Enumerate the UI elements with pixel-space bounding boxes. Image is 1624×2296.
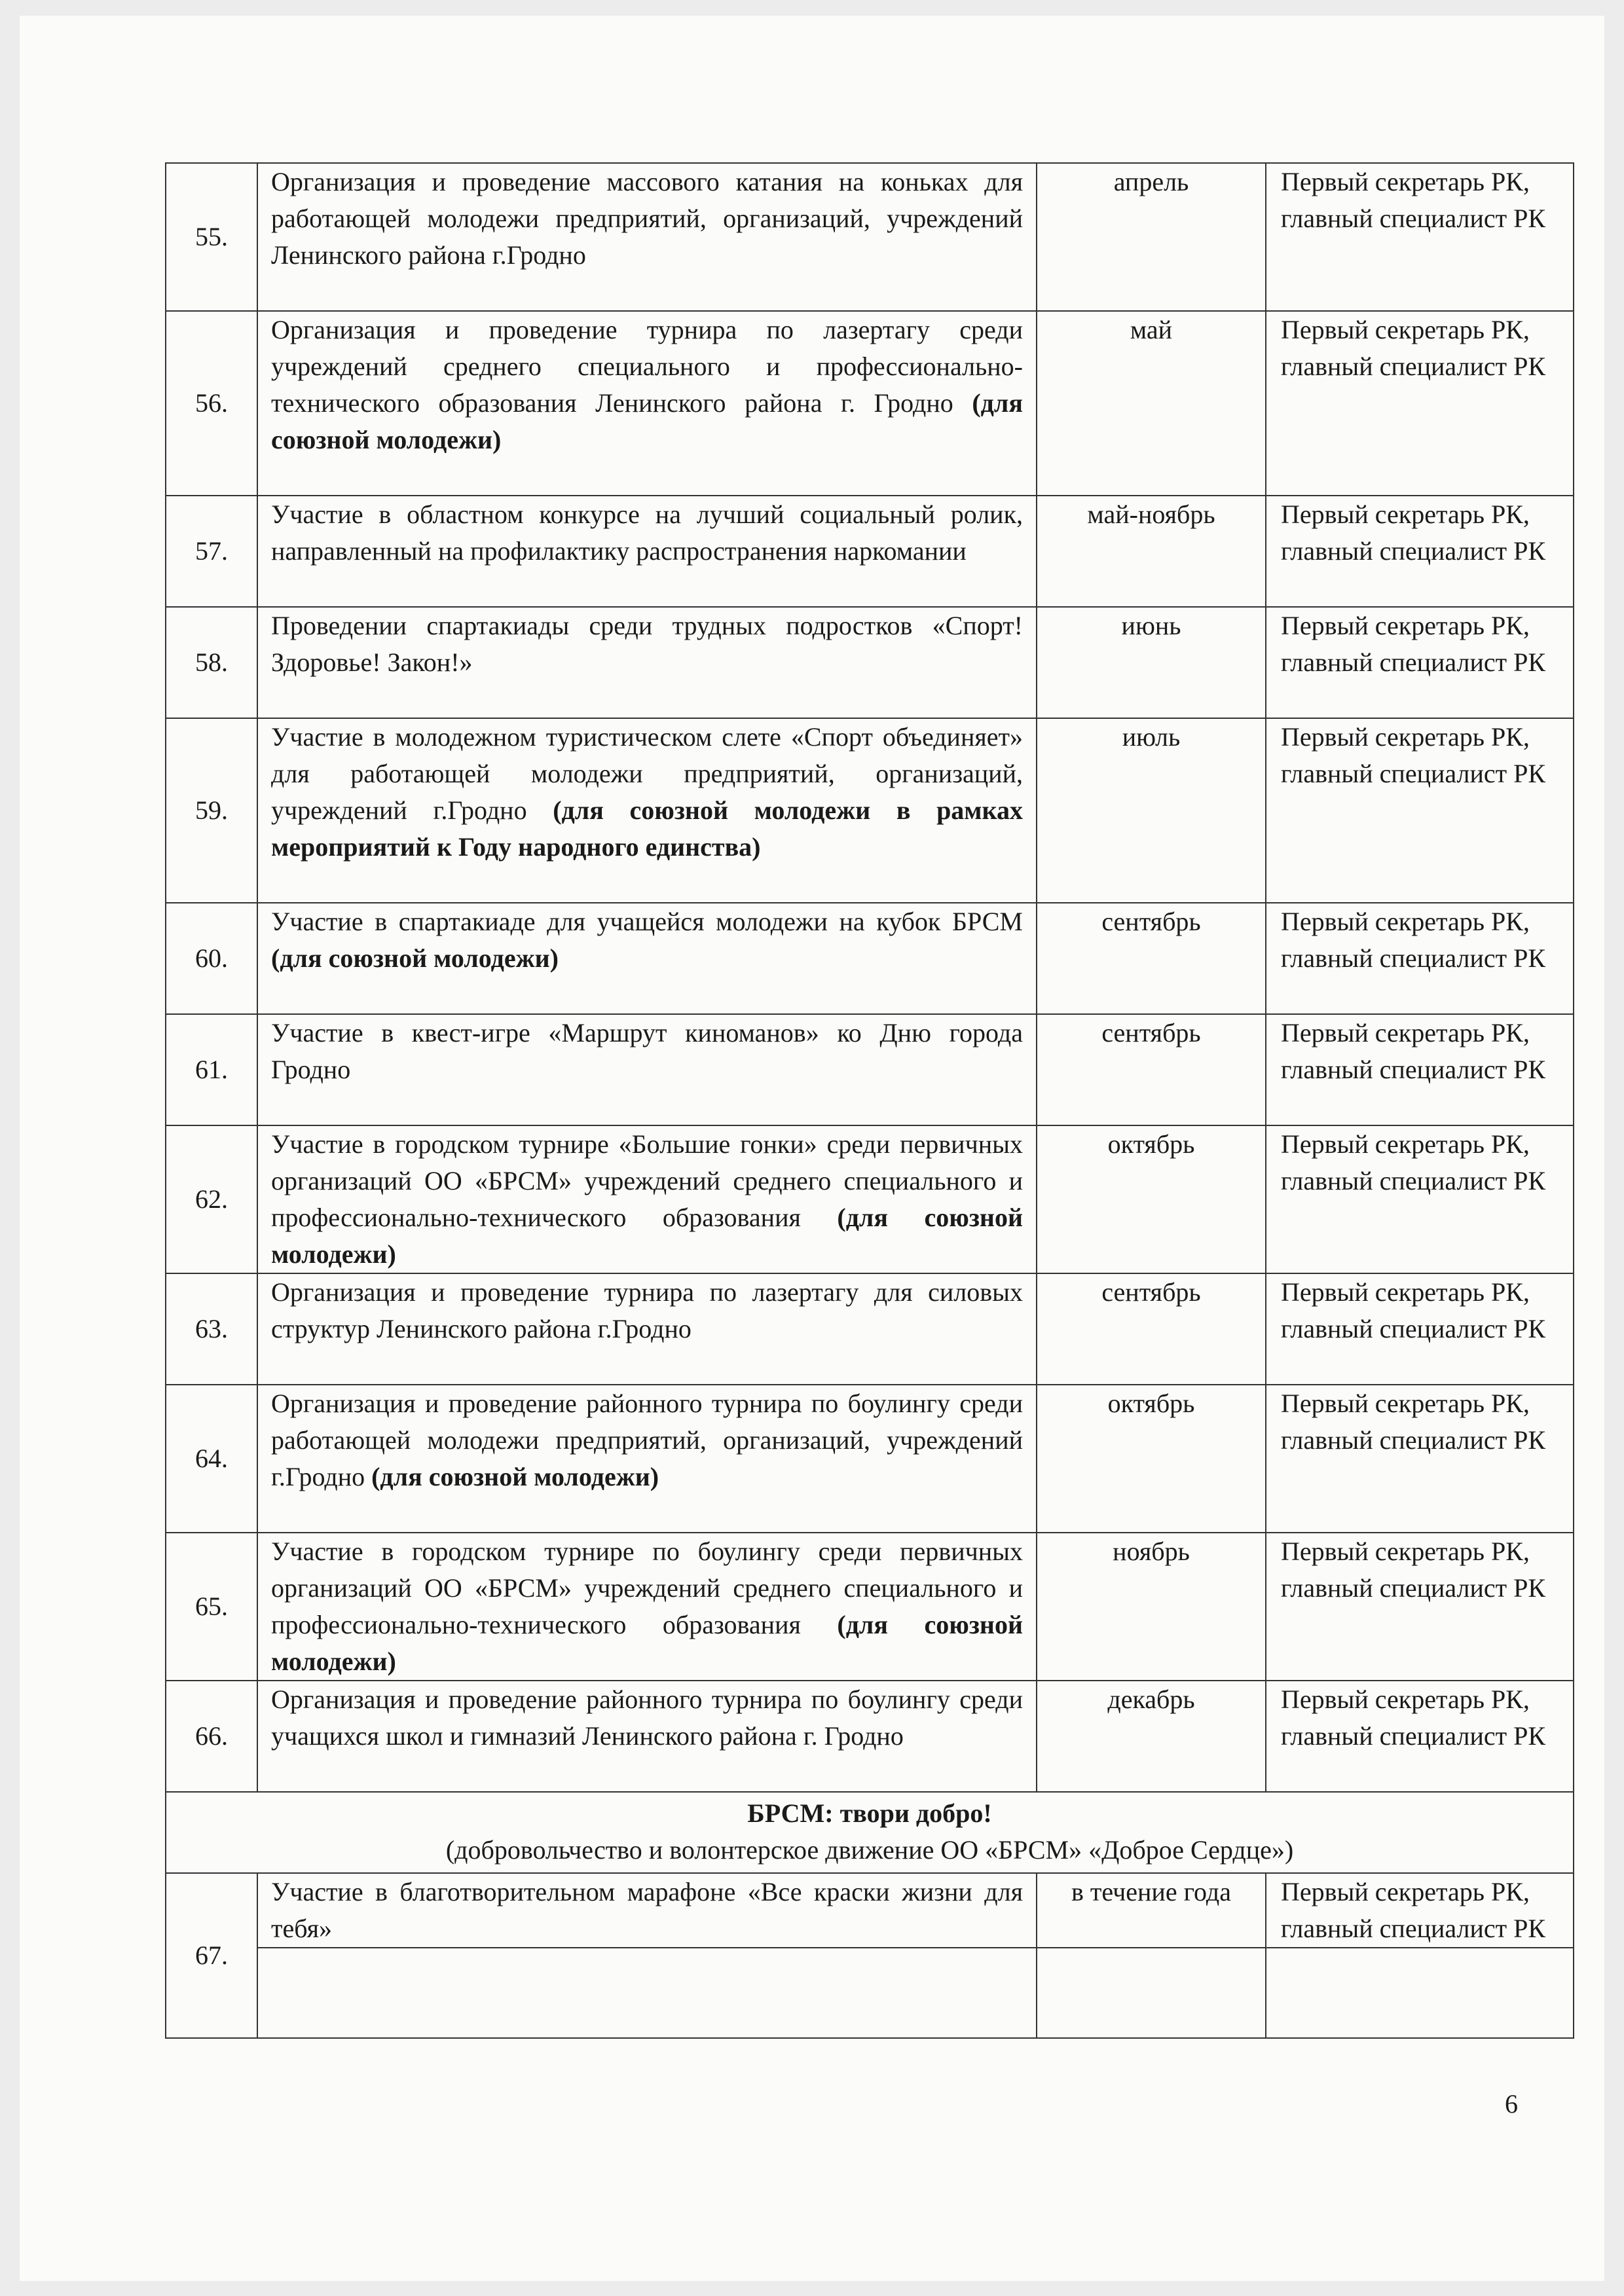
row-number: 61.	[166, 1014, 257, 1125]
section-header-row	[166, 1792, 1574, 1873]
row-number: 62.	[166, 1125, 257, 1273]
section-header	[166, 1792, 1574, 1873]
table-row	[166, 163, 1574, 311]
event-description	[257, 496, 1037, 607]
row-number: 57.	[166, 496, 257, 607]
event-note: (для союзной молодежи)	[271, 1203, 1023, 1269]
event-description	[257, 311, 1037, 496]
section-subtitle: (добровольчество и волонтерское движение ОО «БРСМ» «Доброе Сердце»)	[445, 1835, 1294, 1865]
event-description	[257, 1125, 1037, 1273]
event-date: май-ноябрь	[1037, 496, 1266, 607]
table-row	[166, 1681, 1574, 1792]
event-responsible: Первый секретарь РК, главный специалист РК	[1266, 1385, 1574, 1533]
section-title: БРСМ: твори добро!	[747, 1798, 992, 1828]
event-description	[257, 1533, 1037, 1681]
event-note: (для союзной молодежи)	[371, 1462, 659, 1491]
event-responsible: Первый секретарь РК, главный специалист РК	[1266, 607, 1574, 718]
event-responsible: Первый секретарь РК, главный специалист РК	[1266, 311, 1574, 496]
event-responsible: Первый секретарь РК, главный специалист РК	[1266, 163, 1574, 311]
event-responsible: Первый секретарь РК, главный специалист РК	[1266, 718, 1574, 903]
event-responsible: Первый секретарь РК, главный специалист РК	[1266, 1125, 1574, 1273]
event-date: апрель	[1037, 163, 1266, 311]
empty-table-row	[166, 1948, 1574, 2038]
event-note: (для союзной молодежи)	[271, 1610, 1023, 1676]
event-date: в течение года	[1037, 1873, 1266, 1948]
event-responsible: Первый секретарь РК, главный специалист РК	[1266, 1273, 1574, 1385]
event-date: сентябрь	[1037, 903, 1266, 1014]
row-number: 55.	[166, 163, 257, 311]
event-text: Участие в квест-игре «Маршрут киноманов» ко Дню города Гродно	[271, 1018, 1023, 1084]
row-number: 64.	[166, 1385, 257, 1533]
event-description	[257, 1273, 1037, 1385]
event-text: Участие в спартакиаде для учащейся молодежи на кубок БРСМ	[271, 907, 1023, 936]
empty-cell	[1266, 1948, 1574, 2038]
table-row	[166, 1533, 1574, 1681]
events-table	[165, 162, 1574, 2039]
event-note: (для союзной молодежи)	[271, 943, 559, 973]
event-responsible: Первый секретарь РК, главный специалист РК	[1266, 1014, 1574, 1125]
event-date: сентябрь	[1037, 1273, 1266, 1385]
empty-cell	[1037, 1948, 1266, 2038]
table-row	[166, 1125, 1574, 1273]
event-description	[257, 163, 1037, 311]
table-row	[166, 607, 1574, 718]
event-description	[257, 718, 1037, 903]
event-date: октябрь	[1037, 1385, 1266, 1533]
event-date: октябрь	[1037, 1125, 1266, 1273]
event-text: Организация и проведение районного турнира по боулингу среди учащихся школ и гимназий Ленинского района г. Гродно	[271, 1685, 1023, 1751]
table-row	[166, 1873, 1574, 1948]
event-date: май	[1037, 311, 1266, 496]
page-number: 6	[1505, 2089, 1518, 2119]
event-text: Участие в городском турнире «Большие гонки» среди первичных организаций ОО «БРСМ» учреждений среднего специального и профессионально-технического образования	[271, 1129, 1023, 1232]
event-text: Организация и проведение массового катания на коньках для работающей молодежи предприятий, организаций, учреждений Ленинского района г.Гродно	[271, 167, 1023, 270]
event-responsible: Первый секретарь РК, главный специалист РК	[1266, 903, 1574, 1014]
event-description	[257, 1385, 1037, 1533]
event-description	[257, 903, 1037, 1014]
table-row	[166, 1273, 1574, 1385]
table-row	[166, 1385, 1574, 1533]
table-row	[166, 1014, 1574, 1125]
event-text: Участие в областном конкурсе на лучший социальный ролик, направленный на профилактику распространения наркомании	[271, 500, 1023, 566]
row-number: 59.	[166, 718, 257, 903]
event-text: Организация и проведение районного турнира по боулингу среди работающей молодежи предприятий, организаций, учреждений г.Гродно	[271, 1389, 1023, 1491]
table-row	[166, 496, 1574, 607]
row-number: 67.	[166, 1873, 257, 2038]
event-date: сентябрь	[1037, 1014, 1266, 1125]
event-responsible: Первый секретарь РК, главный специалист РК	[1266, 496, 1574, 607]
event-description	[257, 1681, 1037, 1792]
event-responsible: Первый секретарь РК, главный специалист РК	[1266, 1873, 1574, 1948]
row-number: 63.	[166, 1273, 257, 1385]
event-date: июнь	[1037, 607, 1266, 718]
row-number: 65.	[166, 1533, 257, 1681]
event-date: ноябрь	[1037, 1533, 1266, 1681]
event-text: Организация и проведение турнира по лазертагу для силовых структур Ленинского района г.Гродно	[271, 1277, 1023, 1343]
row-number: 58.	[166, 607, 257, 718]
event-responsible: Первый секретарь РК, главный специалист РК	[1266, 1533, 1574, 1681]
event-responsible: Первый секретарь РК, главный специалист РК	[1266, 1681, 1574, 1792]
event-description	[257, 1014, 1037, 1125]
empty-cell	[257, 1948, 1037, 2038]
event-description: Участие в благотворительном марафоне «Все краски жизни для тебя»	[257, 1873, 1037, 1948]
table-row	[166, 718, 1574, 903]
row-number: 56.	[166, 311, 257, 496]
row-number: 60.	[166, 903, 257, 1014]
event-text: Организация и проведение турнира по лазертагу среди учреждений среднего специального и профессионально-технического образования Ленинского района г. Гродно	[271, 315, 1023, 418]
event-date: июль	[1037, 718, 1266, 903]
event-date: декабрь	[1037, 1681, 1266, 1792]
event-description	[257, 607, 1037, 718]
event-note: (для союзной молодежи в рамках мероприятий к Году народного единства)	[271, 795, 1023, 862]
event-note: (для союзной молодежи)	[271, 388, 1023, 454]
event-text: Проведении спартакиады среди трудных подростков «Спорт! Здоровье! Закон!»	[271, 611, 1023, 677]
table-row	[166, 903, 1574, 1014]
event-text: Участие в молодежном туристическом слете «Спорт объединяет» для работающей молодежи предприятий, организаций, учреждений г.Гродно	[271, 722, 1023, 825]
table-row	[166, 311, 1574, 496]
event-text: Участие в городском турнире по боулингу среди первичных организаций ОО «БРСМ» учреждений среднего специального и профессионально-технического образования	[271, 1537, 1023, 1639]
row-number: 66.	[166, 1681, 257, 1792]
